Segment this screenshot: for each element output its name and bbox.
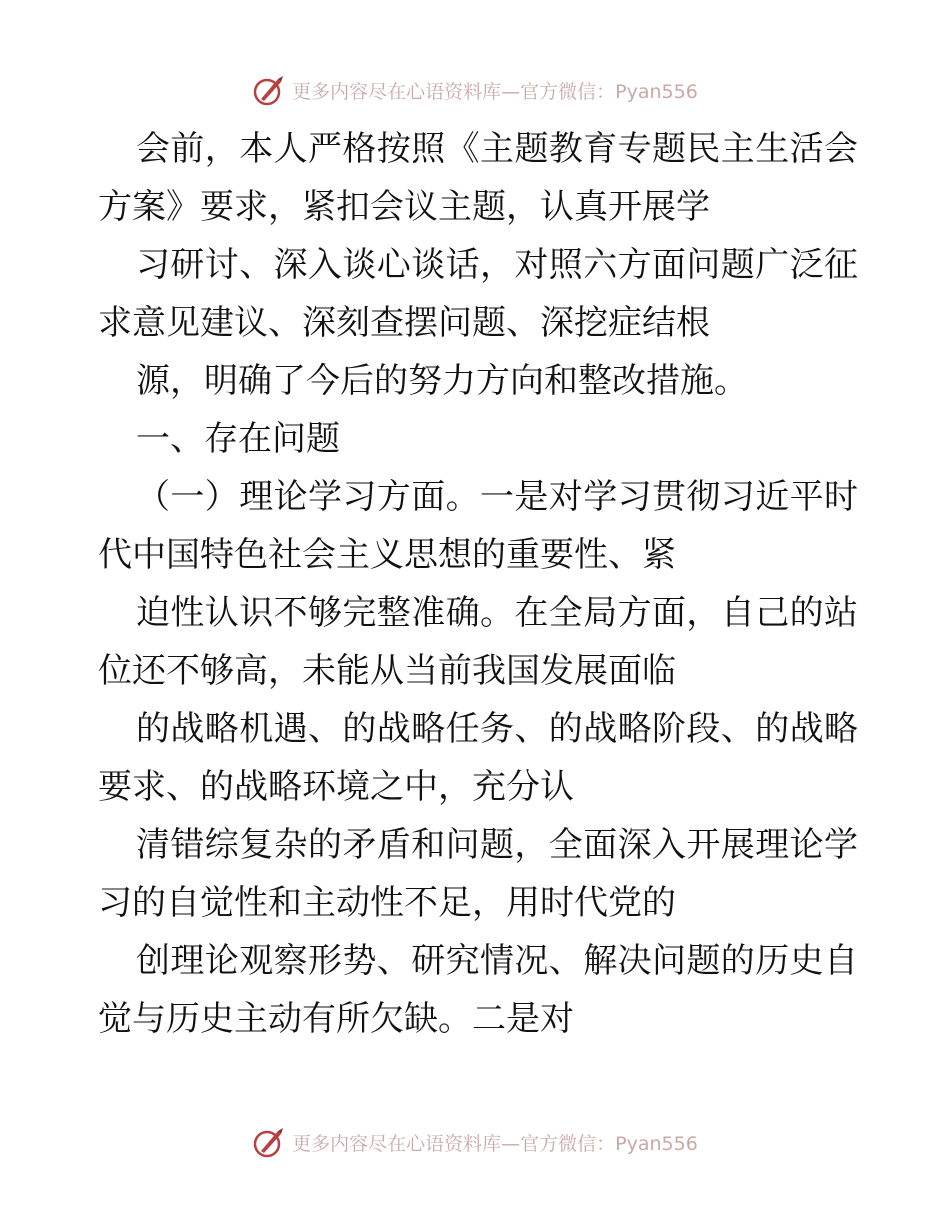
text-line-9: 迫性认识不够完整准确。在全局方面，自己的站	[136, 593, 858, 633]
header-watermark	[0, 72, 950, 108]
text-line-11: 的战略机遇、的战略任务、的战略阶段、的战略	[136, 709, 858, 749]
quill-logo-icon	[252, 1125, 286, 1159]
document-body	[98, 120, 858, 1048]
quill-logo-icon	[252, 73, 286, 107]
text-line-15: 创理论观察形势、研究情况、解决问题的历史自	[136, 941, 858, 981]
text-line-5: 源，明确了今后的努力方向和整改措施。	[136, 361, 748, 401]
text-line-13: 清错综复杂的矛盾和问题，全面深入开展理论学	[136, 825, 858, 865]
text-line-16: 觉与历史主动有所欠缺。二是对	[98, 999, 574, 1039]
text-line-12: 要求、的战略环境之中，充分认	[98, 767, 574, 807]
text-line-10: 位还不够高，未能从当前我国发展面临	[98, 651, 676, 691]
text-line-4: 求意见建议、深刻查摆问题、深挖症结根	[98, 303, 710, 343]
footer-watermark	[0, 1124, 950, 1160]
text-line-3: 习研讨、深入谈心谈话，对照六方面问题广泛征	[136, 245, 858, 285]
text-line-14: 习的自觉性和主动性不足，用时代党的	[98, 883, 676, 923]
text-line-2: 方案》要求，紧扣会议主题，认真开展学	[98, 187, 710, 227]
watermark-text: 更多内容尽在心语资料库—官方微信：Pyan556	[292, 80, 698, 103]
text-line-8: 代中国特色社会主义思想的重要性、紧	[98, 535, 676, 575]
text-line-1: 会前，本人严格按照《主题教育专题民主生活会	[136, 129, 858, 169]
text-line-7: （一）理论学习方面。一是对学习贯彻习近平时	[136, 477, 858, 517]
watermark-text: 更多内容尽在心语资料库—官方微信：Pyan556	[292, 1132, 698, 1155]
section-heading: 一、存在问题	[136, 419, 340, 459]
